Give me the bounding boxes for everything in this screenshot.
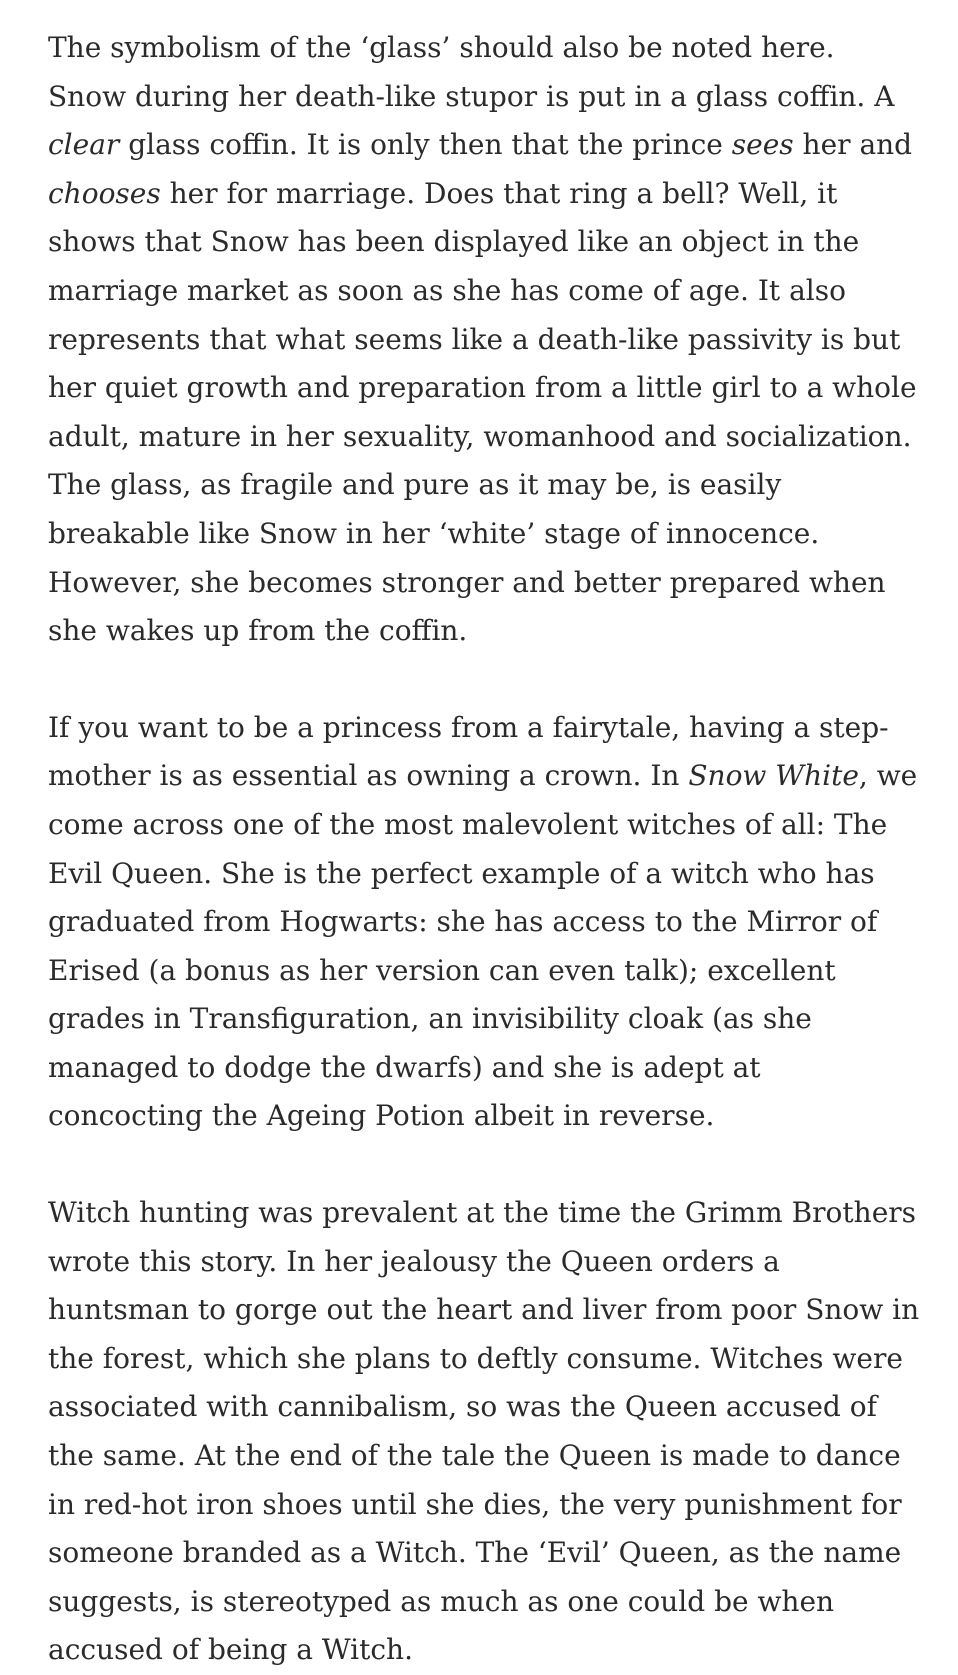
text-run: , we come across one of the most malevolent witches of all: The Evil Queen. She is the perfect example of a witch who has graduated from Hogwarts: she has access to the Mirror of Erised (a bonus as her version can even talk); excellent grades in Transfiguration, an invisibility cloak (as she managed to dodge the dwarfs) and she is adept at concocting the Ageing Potion albeit in reverse. bbox=[48, 759, 918, 1133]
text-run: If you want to be a princess from a fairytale, having a step-mother is as essential as owning a crown. In bbox=[48, 710, 889, 793]
text-run: her for marriage. Does that ring a bell? Well, it shows that Snow has been displayed like an object in the marriage market as soon as she has come of age. It also represents that what seems like a death-like passivity is but her quiet growth and preparation from a little girl to a whole adult, mature in her sexuality, womanhood and socialization. The glass, as fragile and pure as it may be, is easily breakable like Snow in her ‘white’ stage of innocence. However, she becomes stronger and better prepared when she wakes up from the coffin. bbox=[48, 176, 917, 648]
text-run: glass coffin. It is only then that the prince bbox=[119, 128, 732, 162]
paragraph-witch-hunting bbox=[48, 1189, 920, 1675]
paragraph-step-mother bbox=[48, 704, 920, 1141]
emphasis-sees: sees bbox=[731, 128, 794, 162]
text-run: The symbolism of the ‘glass’ should also be noted here. Snow during her death-like stupor is put in a glass coffin. A bbox=[48, 31, 895, 113]
paragraph-glass-symbolism bbox=[48, 24, 920, 656]
emphasis-chooses: chooses bbox=[48, 176, 161, 210]
emphasis-snow-white-title: Snow White bbox=[688, 759, 859, 793]
text-run: Witch hunting was prevalent at the time the Grimm Brothers wrote this story. In her jealousy the Queen orders a huntsman to gorge out the heart and liver from poor Snow in the forest, which she plans to deftly consume. Witches were associated with cannibalism, so was the Queen accused of the same. At the end of the tale the Queen is made to dance in red-hot iron shoes until she dies, the very punishment for someone branded as a Witch. The ‘Evil’ Queen, as the name suggests, is stereotyped as much as one could be when accused of being a Witch. bbox=[48, 1196, 920, 1667]
text-run: her and bbox=[793, 128, 913, 162]
emphasis-clear: clear bbox=[48, 128, 120, 162]
